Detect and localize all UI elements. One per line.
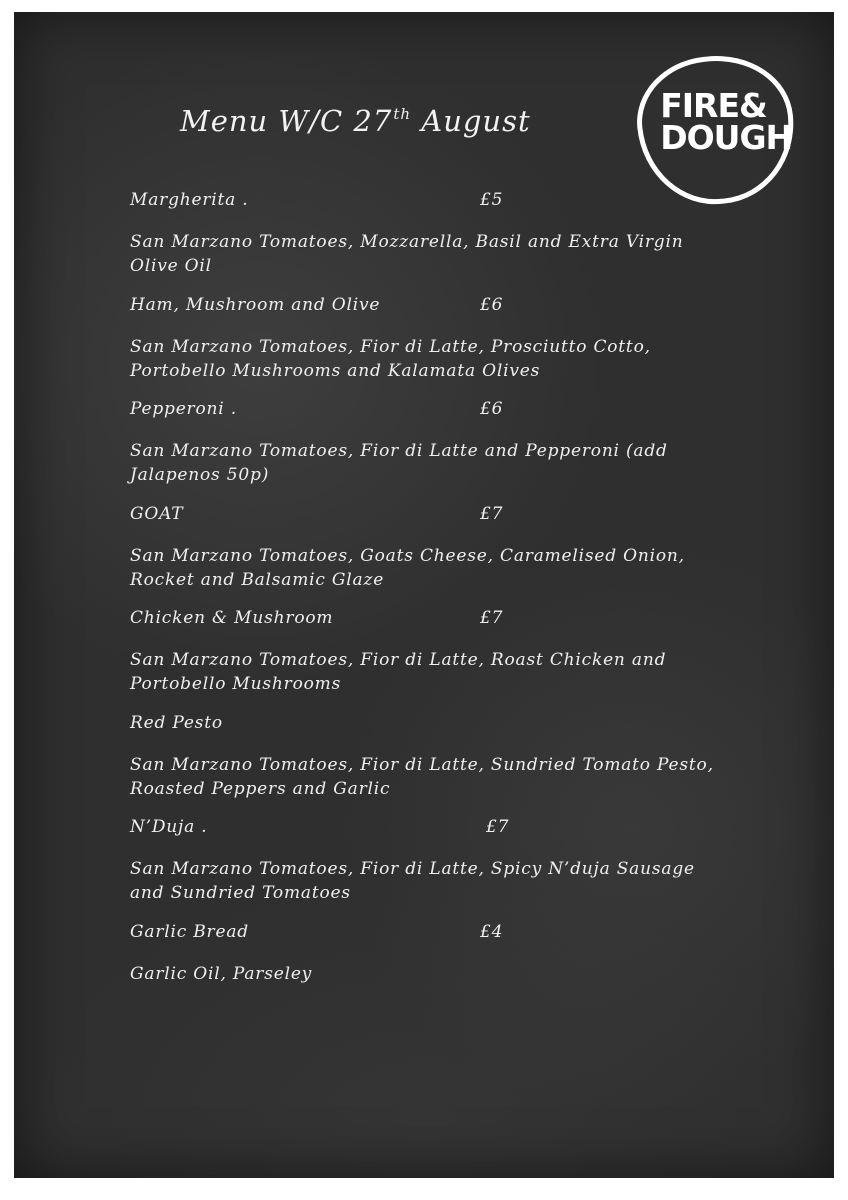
chalkboard-background: [14, 12, 834, 1178]
menu-title: [180, 104, 531, 138]
menu-item-description: Garlic Oil, Parseley: [130, 963, 313, 984]
menu-item: [130, 815, 730, 920]
logo-line-fire: FIRE&: [660, 85, 767, 125]
menu-item: [130, 711, 730, 816]
menu-item-price: £6: [480, 399, 504, 419]
menu-title-month: August: [421, 104, 531, 138]
menu-item-description: San Marzano Tomatoes, Goats Cheese, Caramelised Onion, Rocket and Balsamic Glaze: [130, 545, 685, 590]
menu-item-price: £7: [480, 608, 504, 628]
menu-item-name: Ham, Mushroom and Olive: [130, 294, 381, 315]
menu-item-description: San Marzano Tomatoes, Mozzarella, Basil and Extra Virgin Olive Oil: [130, 232, 684, 276]
menu-item-name: Pepperoni .: [130, 399, 237, 419]
menu-item: [130, 502, 730, 607]
menu-item-price: £6: [480, 294, 504, 315]
menu-item-name: Garlic Bread: [130, 921, 249, 942]
menu-item-name: Chicken & Mushroom: [130, 608, 334, 628]
menu-item-price: £7: [480, 503, 504, 524]
menu-item-description: San Marzano Tomatoes, Fior di Latte and Pepperoni (add Jalapenos 50p): [130, 441, 668, 485]
menu-item-price: £7: [486, 817, 510, 837]
menu-item: [130, 397, 730, 502]
logo-line-dough: DOUGH: [660, 117, 793, 157]
menu-item-name: N’Duja .: [130, 817, 208, 837]
menu-item-price: £4: [480, 921, 504, 942]
menu-item-description: San Marzano Tomatoes, Fior di Latte, Roast Chicken and Portobello Mushrooms: [130, 650, 667, 694]
menu-title-text: Menu W/C 27: [180, 104, 393, 138]
menu-item: [130, 293, 730, 398]
menu-item-description: San Marzano Tomatoes, Fior di Latte, Sundried Tomato Pesto, Roasted Peppers and Garlic: [130, 754, 714, 799]
menu-item: [130, 188, 730, 293]
menu-item-description: San Marzano Tomatoes, Fior di Latte, Prosciutto Cotto, Portobello Mushrooms and Kalamata Olives: [130, 336, 651, 381]
menu-title-ordinal: th: [393, 105, 412, 123]
menu-item-description: San Marzano Tomatoes, Fior di Latte, Spicy N’duja Sausage and Sundried Tomatoes: [130, 859, 695, 903]
menu-item-name: Red Pesto: [130, 712, 223, 733]
menu-list: [130, 188, 730, 1024]
menu-item-name: Margherita .: [130, 190, 249, 210]
menu-item-name: GOAT: [130, 503, 184, 524]
menu-item-price: £5: [480, 190, 504, 210]
menu-item: [130, 920, 730, 1025]
menu-item: [130, 606, 730, 711]
logo-wordmark: [660, 85, 793, 157]
